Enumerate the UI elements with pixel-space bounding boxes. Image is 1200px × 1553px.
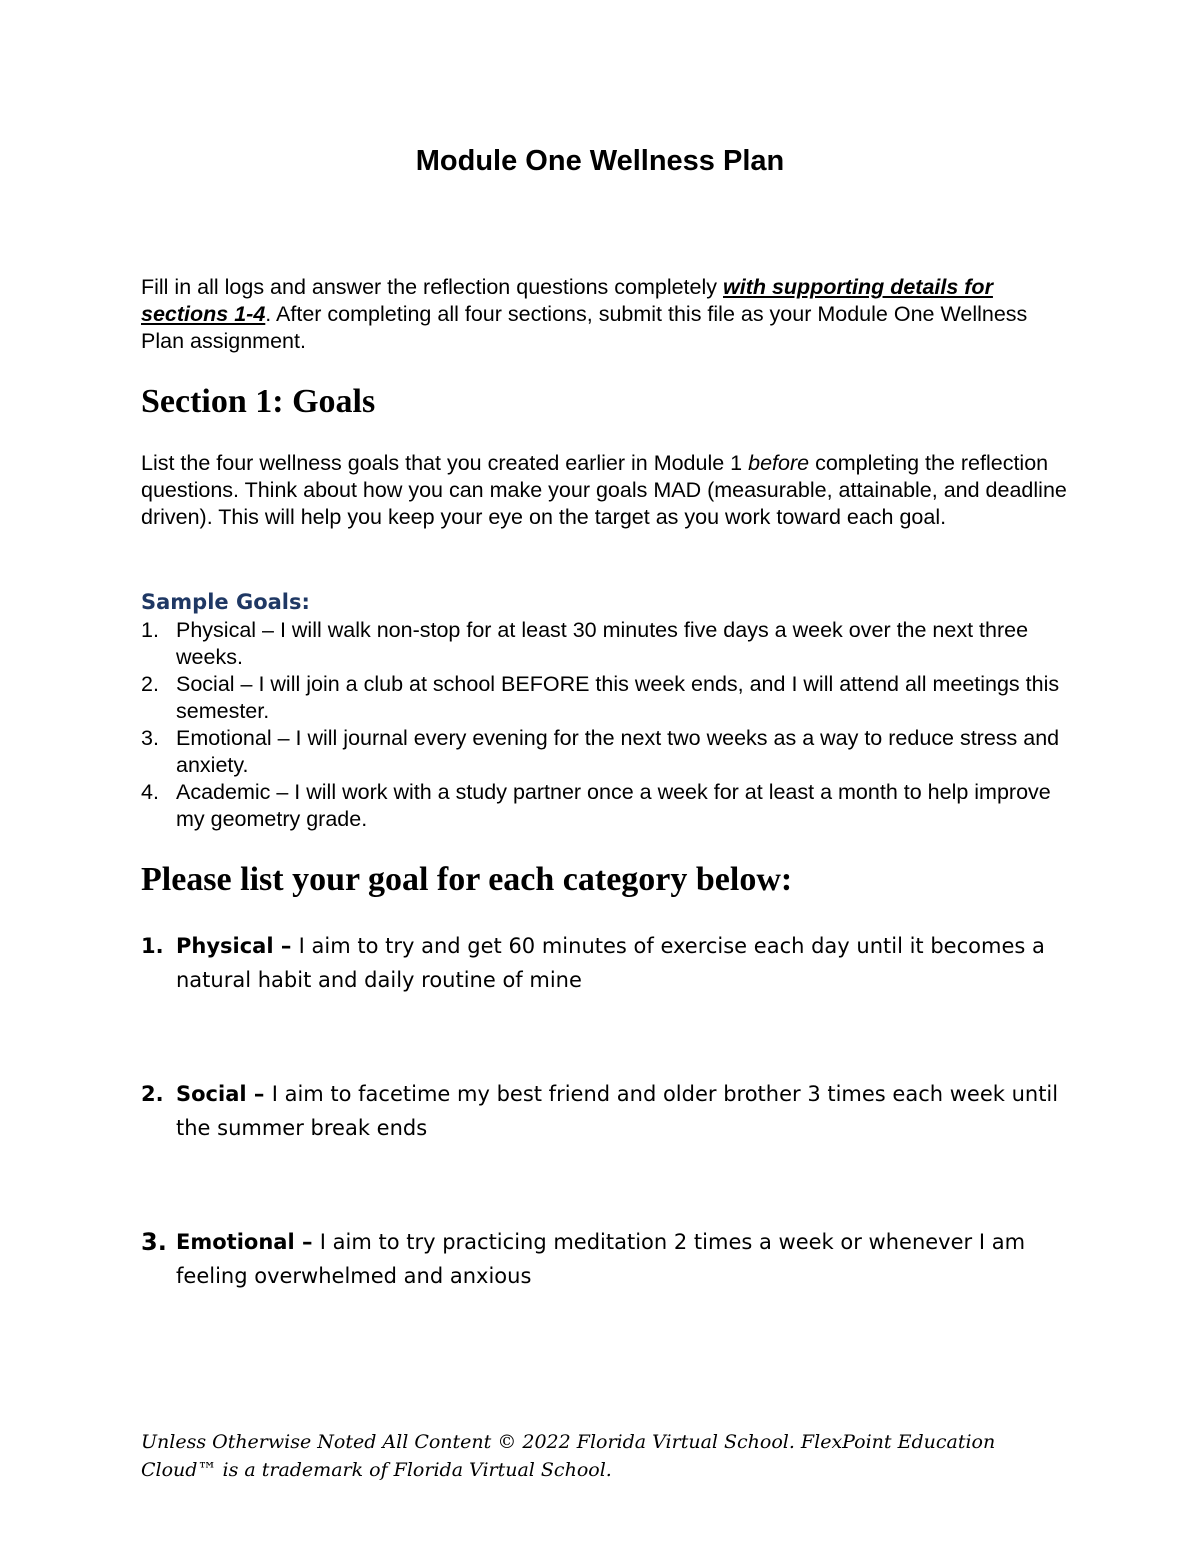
section-1-heading: Section 1: Goals <box>141 383 376 420</box>
goal-answer-text: I aim to facetime my best friend and older brother 3 times each week until the summer break ends <box>176 1082 1059 1140</box>
sample-goal-number: 1. <box>141 618 159 642</box>
intro-emphasis: with supporting details for sections 1-4 <box>141 275 993 326</box>
intro-text-after: . After completing all four sections, submit this file as your Module One Wellness Plan assignment. <box>141 302 1028 353</box>
section-2-heading: Please list your goal for each category below: <box>141 861 793 898</box>
goal-answer-social <box>141 1077 1071 1145</box>
section-1-text-after: completing the reflection questions. Think about how you can make your goals MAD (measurable, attainable, and deadline driven). This will help you keep your eye on the target as you work toward each goal. <box>141 451 1067 529</box>
goal-answer-body <box>176 1225 1071 1293</box>
intro-paragraph <box>141 274 1071 355</box>
goal-answer-emotional <box>141 1225 1071 1293</box>
goal-answer-text: I aim to try and get 60 minutes of exercise each day until it becomes a natural habit and daily routine of mine <box>176 934 1045 992</box>
sample-goal-text: Physical – I will walk non-stop for at least 30 minutes five days a week over the next three weeks. <box>176 618 1029 669</box>
goal-answer-physical <box>141 929 1071 997</box>
intro-text-before: Fill in all logs and answer the reflection questions completely <box>141 275 723 299</box>
sample-goal-text: Social – I will join a club at school BEFORE this week ends, and I will attend all meetings this semester. <box>176 672 1060 723</box>
section-1-italic-word: before <box>748 451 810 475</box>
sample-goal-text: Academic – I will work with a study partner once a week for at least a month to help improve my geometry grade. <box>176 780 1051 831</box>
copyright-footer: Unless Otherwise Noted All Content © 2022 Florida Virtual School. FlexPoint Education Cloud™ is a trademark of Florida Virtual School. <box>141 1431 996 1481</box>
goal-answer-number: 3. <box>141 1228 167 1256</box>
goal-answer-category: Physical – <box>176 934 299 958</box>
sample-goal-item <box>141 725 1071 779</box>
sample-goal-number: 3. <box>141 726 159 750</box>
goal-answer-number: 2. <box>141 1082 164 1106</box>
sample-goals-list <box>141 617 1071 833</box>
goal-answer-category: Social – <box>176 1082 272 1106</box>
section-1-text-before: List the four wellness goals that you created earlier in Module 1 <box>141 451 749 475</box>
goal-answer-body <box>176 1077 1071 1145</box>
sample-goal-number: 2. <box>141 672 159 696</box>
sample-goal-item <box>141 671 1071 725</box>
sample-goal-item <box>141 617 1071 671</box>
sample-goals-title: Sample Goals: <box>141 590 310 614</box>
page-title: Module One Wellness Plan <box>415 145 785 177</box>
sample-goal-number: 4. <box>141 780 159 804</box>
goal-answer-category: Emotional – <box>176 1230 320 1254</box>
sample-goal-text: Emotional – I will journal every evening for the next two weeks as a way to reduce stress and anxiety. <box>176 726 1060 777</box>
sample-goal-item <box>141 779 1071 833</box>
section-1-paragraph <box>141 450 1071 531</box>
goal-answer-number: 1. <box>141 934 164 958</box>
goal-answer-body <box>176 929 1071 997</box>
goal-answer-text: I aim to try practicing meditation 2 times a week or whenever I am feeling overwhelmed and anxious <box>176 1230 1026 1288</box>
